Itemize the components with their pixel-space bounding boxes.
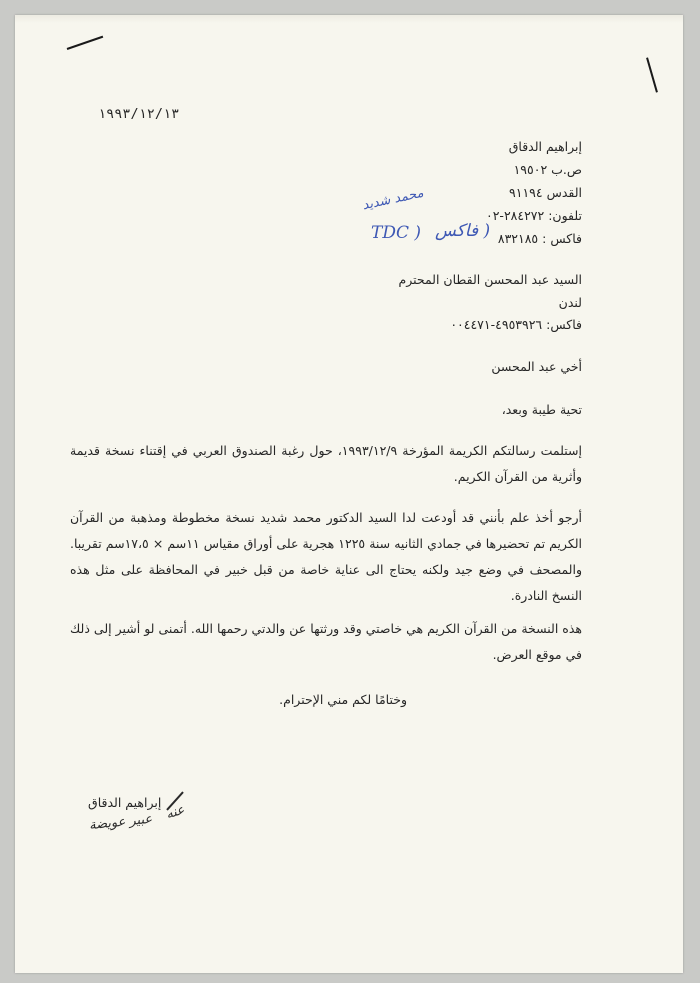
paragraph-2: أرجو أخذ علم بأنني قد أودعت لدا السيد الدكتور محمد شديد نسخة مخطوطة ومذهبة من القرآن الكريم تم تحضيرها في جمادي الثانيه سنة ١٢٢٥ هجرية على أوراق مقياس ١١سم × ١٧،٥سم تقريبا. والمصحف في وضع جيد ولكنه يحتاج الى عناية خاصة من قبل خبير في المحافظة على مثل هذه النسخ النادرة. xyxy=(70,510,582,603)
paragraph-3: هذه النسخة من القرآن الكريم هي خاصتي وقد ورثتها عن والدتي رحمها الله. أتمنى لو أشير إلى ذلك في موقع العرض. xyxy=(70,621,582,662)
handwritten-note-code: TDC ) xyxy=(371,223,422,243)
paper-edge xyxy=(15,15,683,23)
letter-sheet xyxy=(15,15,683,973)
sender-name: إبراهيم الدقاق xyxy=(508,139,582,154)
signature-handwritten-name: عبير عويضة xyxy=(88,811,153,834)
signature-name: إبراهيم الدقاق xyxy=(88,795,162,810)
pen-mark-left xyxy=(67,36,104,50)
sender-city: القدس ٩١١٩٤ xyxy=(509,185,582,200)
sender-fax: فاكس : ٨٣٢١٨٥ xyxy=(497,231,582,246)
closing: وختامًا لكم مني الإحترام. xyxy=(279,692,407,707)
handwritten-note-fax: ( فاكس xyxy=(435,221,491,241)
letter-date: ١٩٩٣/١٢/١٣ xyxy=(98,106,180,122)
handwritten-note-word: محمد شديد xyxy=(361,185,425,214)
sender-phone: تلفون: ٢٨٤٢٧٢-٠٢ xyxy=(485,208,582,223)
signature-handwritten-prefix: عنه xyxy=(164,802,187,823)
greeting: تحية طيبة وبعد، xyxy=(501,402,582,417)
salutation: أخي عبد المحسن xyxy=(491,359,582,374)
recipient-name: السيد عبد المحسن القطان المحترم xyxy=(398,272,582,287)
paragraph-1: إستلمت رسالتكم الكريمة المؤرخة ١٩٩٣/١٢/٩، حول رغبة الصندوق العربي في إقتناء نسخة قديمة وأثرية من القرآن الكريم. xyxy=(70,443,582,484)
pen-mark-right xyxy=(646,57,658,92)
recipient-fax: فاكس: ٤٩٥٣٩٢٦-٠٠٤٤٧١ xyxy=(450,317,582,332)
recipient-city: لندن xyxy=(558,295,582,310)
sender-po-box: ص.ب ١٩٥٠٢ xyxy=(513,162,582,177)
